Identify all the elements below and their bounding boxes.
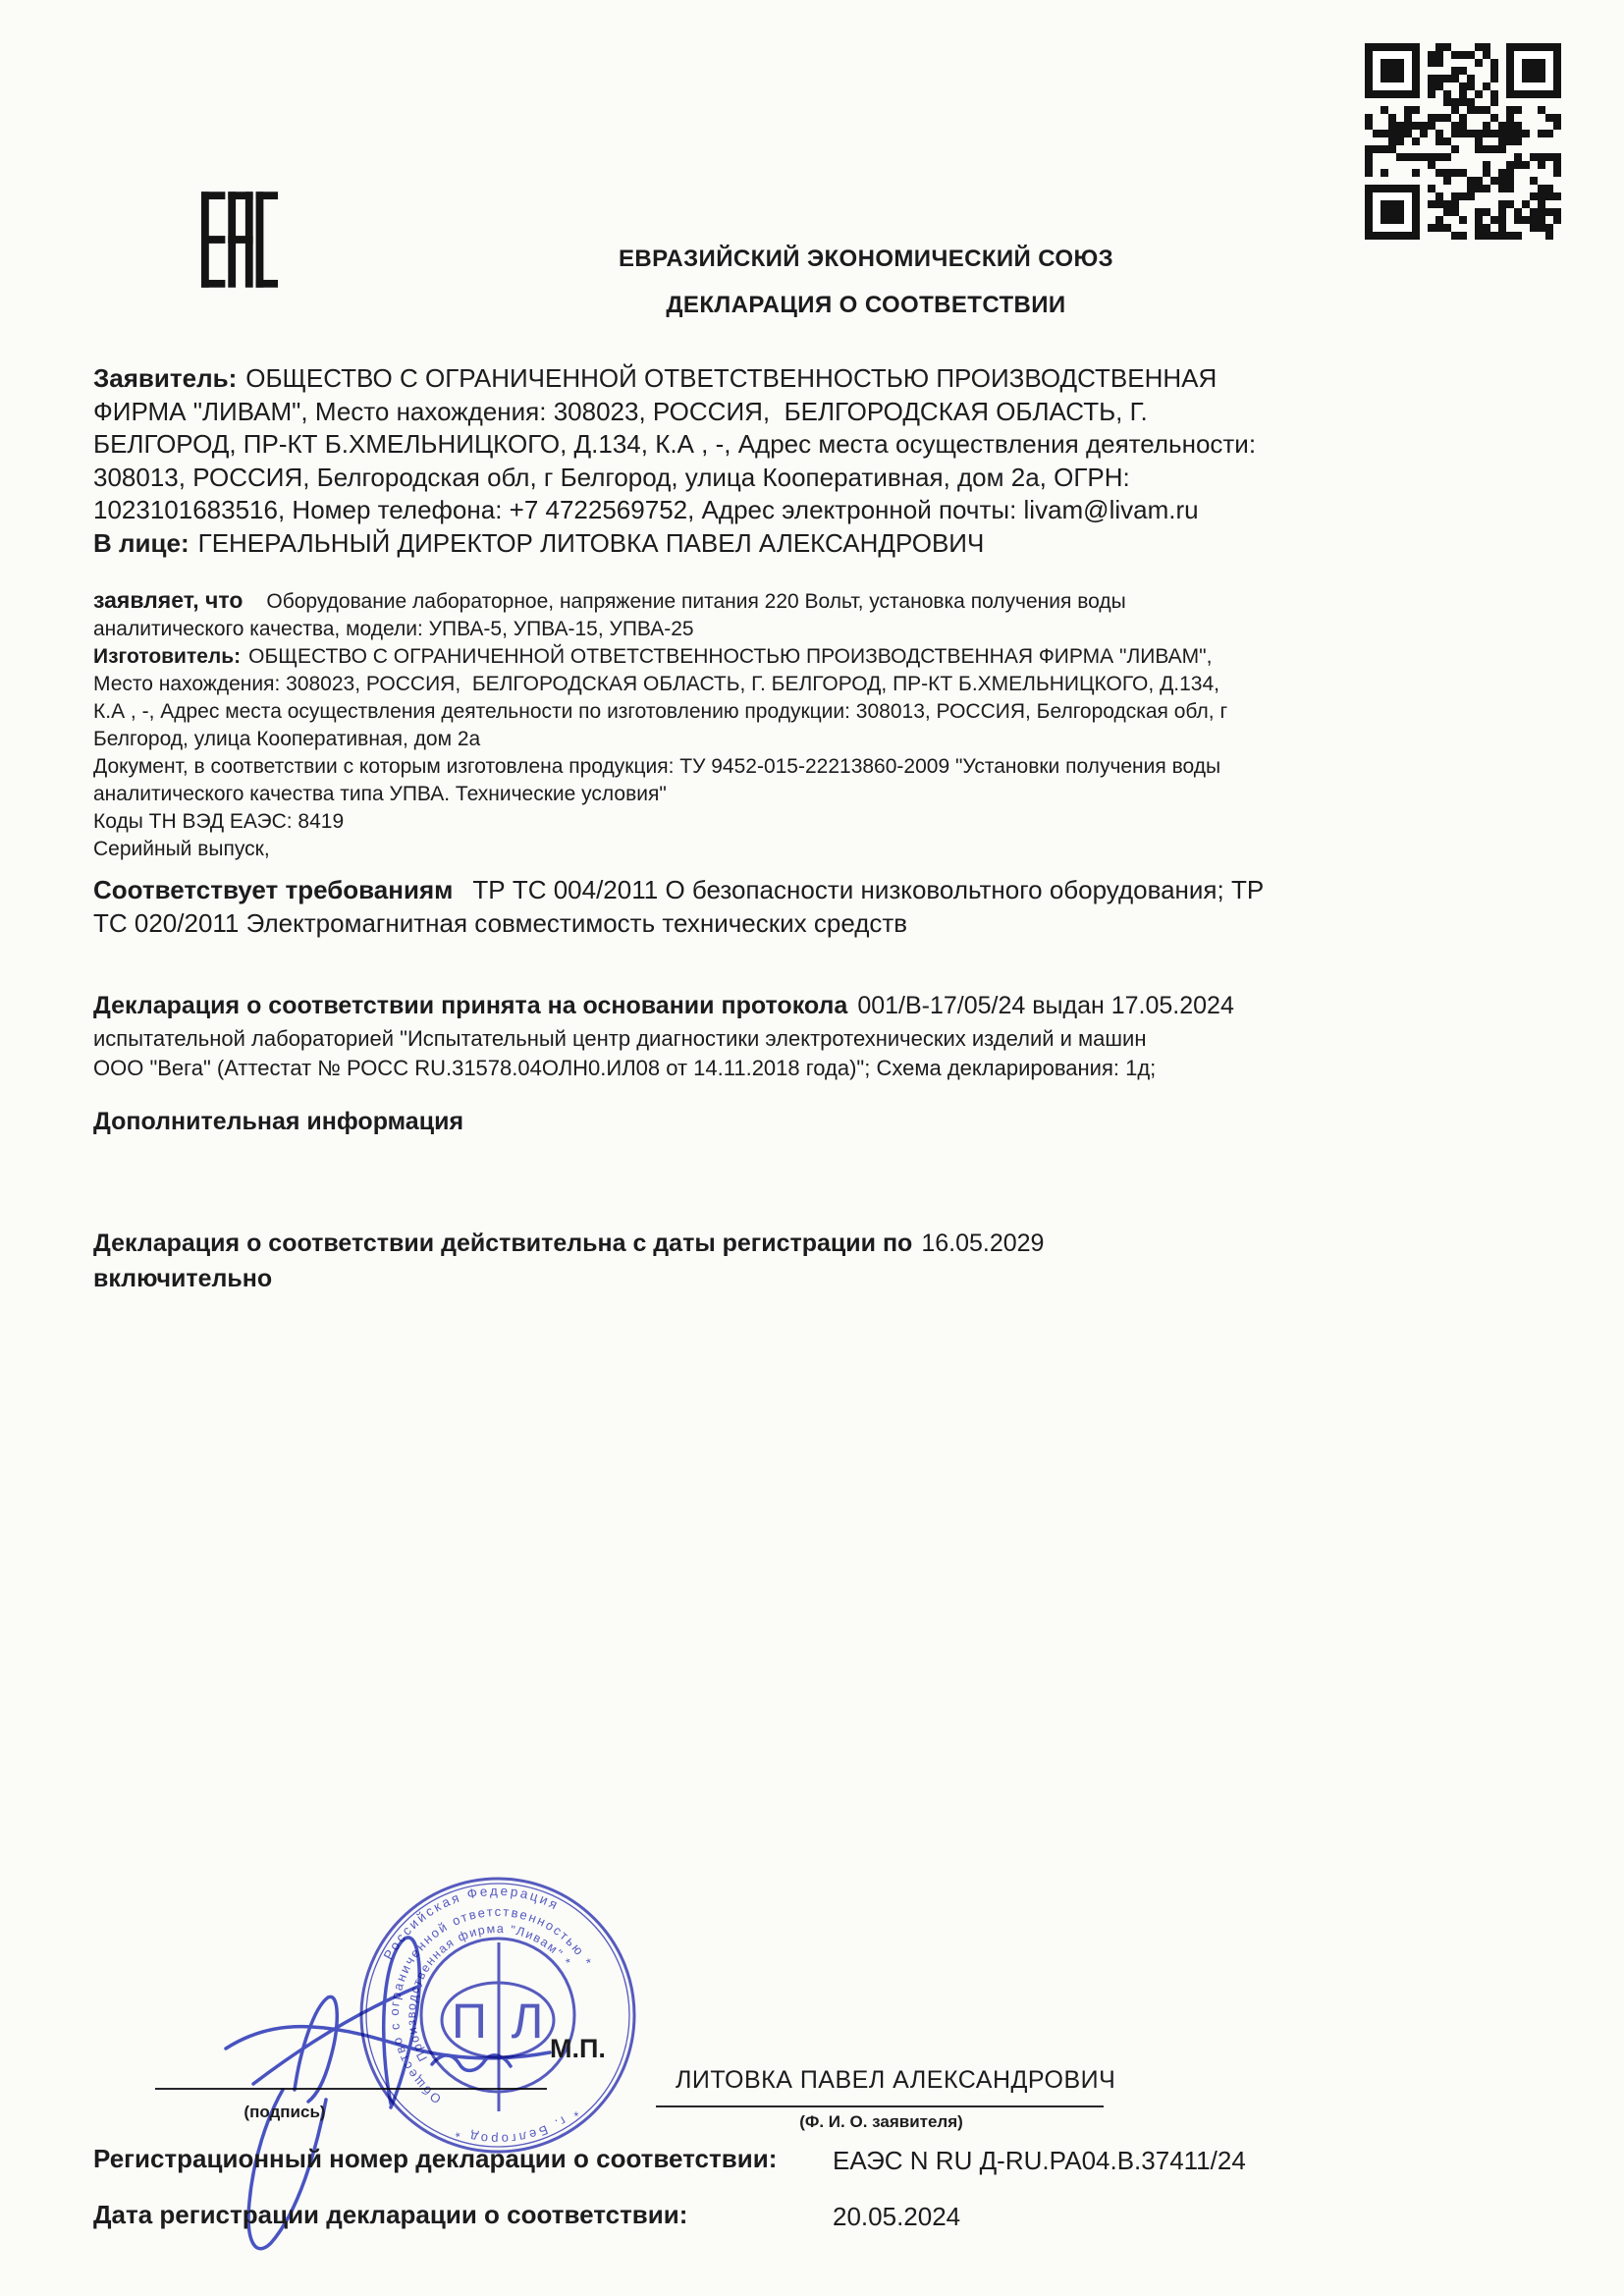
applicant-line: ФИРМА "ЛИВАМ", Место нахождения: 308023, РОССИЯ, БЕЛГОРОДСКАЯ ОБЛАСТЬ, Г. <box>93 396 1148 426</box>
serial-line: Серийный выпуск, <box>93 838 270 860</box>
tnved-line: Коды ТН ВЭД ЕАЭС: 8419 <box>93 810 345 833</box>
protocol-line: испытательной лабораторией "Испытательный центр диагностики электротехнических изделий и машин <box>93 1026 1147 1051</box>
protocol-label: Декларация о соответствии принята на основании протокола <box>93 992 848 1019</box>
product-text: Оборудование лабораторное, напряжение питания 220 Вольт, установка получения воды <box>266 590 1126 613</box>
doc-title-line2: ДЕКЛАРАЦИЯ О СООТВЕТСТВИИ <box>666 292 1066 318</box>
name-caption: (Ф. И. О. заявителя) <box>799 2112 963 2131</box>
eac-logo <box>201 191 278 289</box>
protocol-line <box>93 988 1234 1024</box>
stamp-ring-text: Российская Федерация <box>380 1883 563 1963</box>
stamp-monogram: П <box>452 1994 487 2049</box>
signature-caption: (подпись) <box>244 2103 326 2121</box>
stamp-ring-text: Общество с ограниченной ответственностью * <box>386 1903 596 2107</box>
doc-title-line1: ЕВРАЗИЙСКИЙ ЭКОНОМИЧЕСКИЙ СОЮЗ <box>618 246 1114 272</box>
document-line: аналитического качества типа УПВА. Технические условия" <box>93 783 667 805</box>
in-person-label: В лице: <box>93 527 189 558</box>
product-section <box>93 586 1227 863</box>
protocol-section <box>93 988 1234 1083</box>
applicant-label: Заявитель: <box>93 363 238 393</box>
declares-line <box>93 586 1227 616</box>
applicant-line: БЕЛГОРОД, ПР-КТ Б.ХМЕЛЬНИЦКОГО, Д.134, К.А , -, Адрес места осуществления деятельности: <box>93 429 1257 460</box>
requirements-line <box>93 874 1264 907</box>
fio-line <box>656 2105 1104 2107</box>
validity-line2: включительно <box>93 1265 273 1292</box>
document-line: Документ, в соответствии с которым изготовлена продукция: ТУ 9452-015-22213860-2009 "Установки получения воды <box>93 755 1221 778</box>
manufacturer-text: ОБЩЕСТВО С ОГРАНИЧЕННОЙ ОТВЕТСТВЕННОСТЬЮ ПРОИЗВОДСТВЕННАЯ ФИРМА "ЛИВАМ", <box>248 645 1213 668</box>
stamp-ring-text: * г. Белгород * <box>451 2105 582 2148</box>
validity-date: 16.05.2029 <box>921 1230 1045 1257</box>
additional-info-label: Дополнительная информация <box>93 1108 464 1135</box>
manufacturer-line: К.А , -, Адрес места осуществления деятельности по изготовлению продукции: 308013, РОССИЯ, Белгородская обл, г <box>93 700 1228 723</box>
manufacturer-line <box>93 643 1227 671</box>
reg-date-label: Дата регистрации декларации о соответствии: <box>93 2200 688 2229</box>
requirements-label: Соответствует требованиям <box>93 875 454 904</box>
in-person-text: ГЕНЕРАЛЬНЫЙ ДИРЕКТОР ЛИТОВКА ПАВЕЛ АЛЕКСАНДРОВИЧ <box>197 527 985 558</box>
validity-label: Декларация о соответствии действительна с даты регистрации по <box>93 1230 913 1257</box>
protocol-line: ООО "Вега" (Аттестат № РОСС RU.31578.04ОЛН0.ИЛ08 от 14.11.2018 года)"; Схема декларирования: 1д; <box>93 1056 1157 1080</box>
manufacturer-line: Место нахождения: 308023, РОССИЯ, БЕЛГОРОДСКАЯ ОБЛАСТЬ, Г. БЕЛГОРОД, ПР-КТ Б.ХМЕЛЬНИЦКОГО, Д.134, <box>93 673 1219 695</box>
manufacturer-label: Изготовитель: <box>93 645 242 668</box>
stamp-monogram: Л <box>511 1994 544 2049</box>
manufacturer-line: Белгород, улица Кооперативная, дом 2а <box>93 728 481 750</box>
reg-number-label: Регистрационный номер декларации о соответствии: <box>93 2144 778 2173</box>
reg-date-value: 20.05.2024 <box>833 2202 961 2231</box>
requirements-section <box>93 874 1264 940</box>
protocol-number: 001/В-17/05/24 выдан 17.05.2024 <box>857 992 1234 1019</box>
requirements-line: ТС 020/2011 Электромагнитная совместимость технических средств <box>93 907 908 938</box>
validity-section <box>93 1226 1044 1296</box>
applicant-line: 1023101683516, Номер телефона: +7 4722569752, Адрес электронной почты: livam@livam.ru <box>93 495 1199 525</box>
qr-code-icon <box>1365 43 1561 240</box>
applicant-line <box>93 362 1256 396</box>
applicant-section <box>93 362 1256 561</box>
applicant-name: ЛИТОВКА ПАВЕЛ АЛЕКСАНДРОВИЧ <box>676 2066 1116 2094</box>
product-line: аналитического качества, модели: УПВА-5, УПВА-15, УПВА-25 <box>93 618 694 640</box>
in-person-line <box>93 527 1256 561</box>
validity-line <box>93 1226 1044 1261</box>
declares-label: заявляет, что <box>93 587 244 613</box>
applicant-line: 308013, РОССИЯ, Белгородская обл, г Белгород, улица Кооперативная, дом 2а, ОГРН: <box>93 462 1130 492</box>
reg-number-value: ЕАЭС N RU Д-RU.РА04.В.37411/24 <box>833 2146 1246 2175</box>
requirements-text: ТР ТС 004/2011 О безопасности низковольтного оборудования; ТР <box>472 875 1265 904</box>
stamp-ring-text: Производственная фирма "Ливам" * <box>404 1921 574 2064</box>
applicant-text: ОБЩЕСТВО С ОГРАНИЧЕННОЙ ОТВЕТСТВЕННОСТЬЮ ПРОИЗВОДСТВЕННАЯ <box>245 363 1218 393</box>
mp-label: М.П. <box>550 2034 606 2063</box>
